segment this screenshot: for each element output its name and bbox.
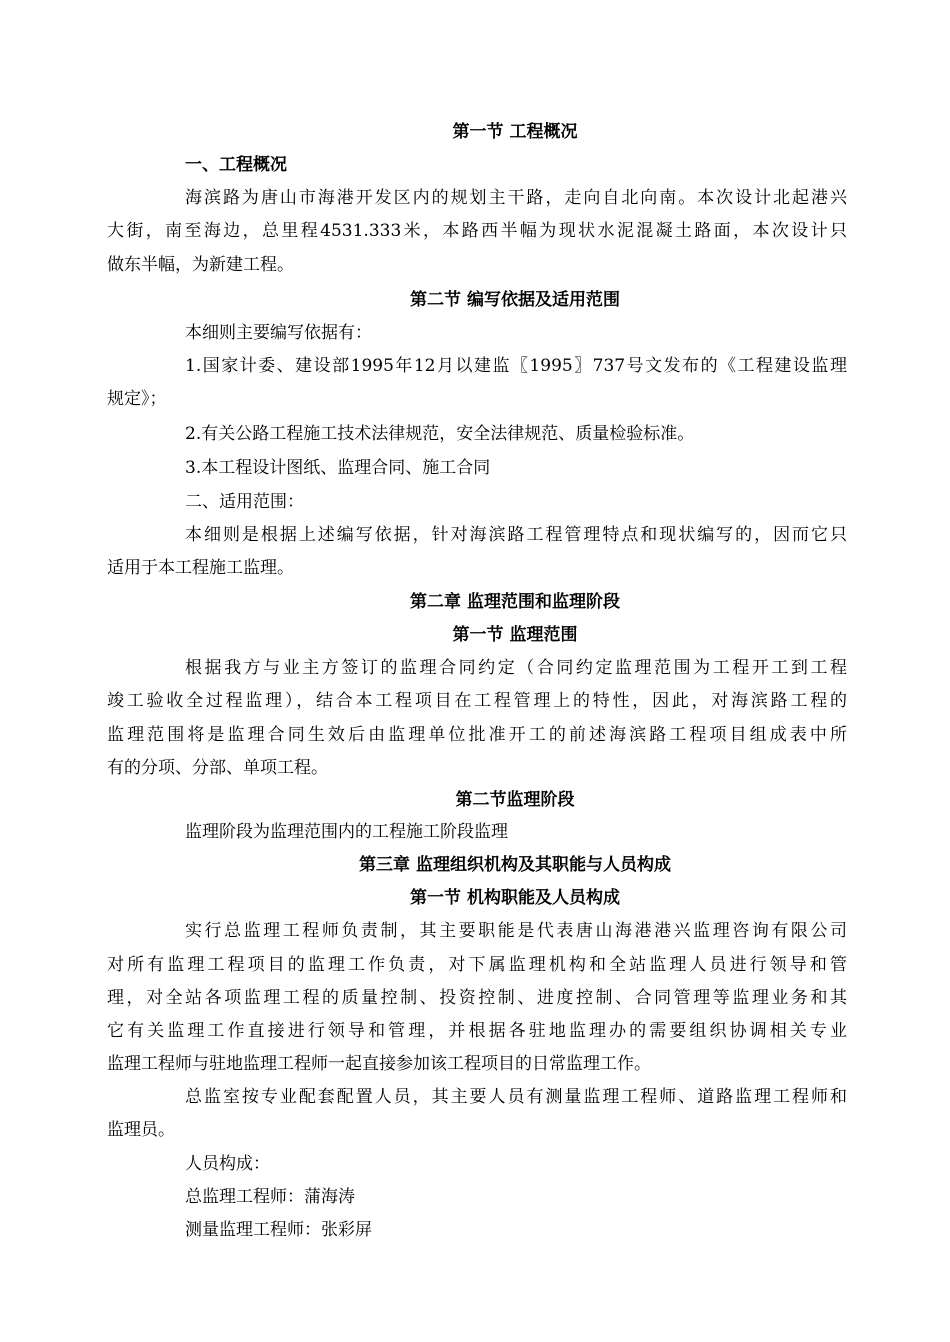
- paragraph-line: 根据我方与业主方签订的监理合同约定（合同约定监理范围为工程开工到工程: [185, 658, 847, 678]
- staff-entry: 测量监理工程师：张彩屏: [185, 1220, 372, 1240]
- subsection-heading: 二、适用范围：: [185, 492, 304, 512]
- list-item: 3.本工程设计图纸、监理合同、施工合同: [185, 458, 491, 478]
- section-heading: 第一节 监理范围: [452, 625, 578, 645]
- paragraph-line: 理，对全站各项监理工程的质量控制、投资控制、进度控制、合同管理等监理业务和其: [107, 988, 847, 1008]
- section-heading: 第二节 编写依据及适用范围: [410, 290, 620, 310]
- paragraph-line: 有的分项、分部、单项工程。: [107, 758, 328, 778]
- list-item-continued: 规定》；: [107, 389, 167, 409]
- paragraph-line: 监理工程师与驻地监理工程师一起直接参加该工程项目的日常监理工作。: [107, 1054, 651, 1074]
- subsection-heading: 一、工程概况: [185, 155, 287, 175]
- paragraph-line: 监理员。: [107, 1120, 175, 1140]
- paragraph-line: 本细则主要编写依据有：: [185, 323, 372, 343]
- paragraph-line: 它有关监理工作直接进行领导和管理，并根据各驻地监理办的需要组织协调相关专业: [107, 1021, 847, 1041]
- list-item: 1.国家计委、建设部1995年12月以建监〖1995〗737号文发布的《工程建设监理: [185, 356, 847, 376]
- staff-entry: 总监理工程师：蒲海涛: [185, 1187, 355, 1207]
- paragraph-line: 海滨路为唐山市海港开发区内的规划主干路，走向自北向南。本次设计北起港兴: [185, 188, 847, 208]
- section-heading: 第一节 工程概况: [452, 122, 578, 142]
- paragraph-line: 适用于本工程施工监理。: [107, 558, 294, 578]
- staff-heading: 人员构成：: [185, 1154, 270, 1174]
- paragraph-line: 竣工验收全过程监理），结合本工程项目在工程管理上的特性，因此，对海滨路工程的: [107, 691, 847, 711]
- section-heading: 第一节 机构职能及人员构成: [410, 888, 620, 908]
- list-item: 2.有关公路工程施工技术法律规范，安全法律规范、质量检验标准。: [185, 424, 695, 444]
- chapter-heading: 第三章 监理组织机构及其职能与人员构成: [359, 855, 671, 875]
- paragraph-line: 监理阶段为监理范围内的工程施工阶段监理: [185, 822, 508, 842]
- paragraph-line: 监理范围将是监理合同生效后由监理单位批准开工的前述海滨路工程项目组成表中所: [107, 725, 847, 745]
- paragraph-line: 做东半幅，为新建工程。: [107, 255, 294, 275]
- section-heading: 第二节监理阶段: [455, 790, 575, 810]
- paragraph-line: 总监室按专业配套配置人员，其主要人员有测量监理工程师、道路监理工程师和: [185, 1087, 847, 1107]
- paragraph-line: 本细则是根据上述编写依据，针对海滨路工程管理特点和现状编写的，因而它只: [185, 525, 847, 545]
- paragraph-line: 实行总监理工程师负责制，其主要职能是代表唐山海港港兴监理咨询有限公司: [185, 921, 847, 941]
- paragraph-line: 对所有监理工程项目的监理工作负责，对下属监理机构和全站监理人员进行领导和管: [107, 955, 847, 975]
- paragraph-line: 大街，南至海边，总里程4531.333米，本路西半幅为现状水泥混凝土路面，本次设计只: [107, 221, 847, 241]
- chapter-heading: 第二章 监理范围和监理阶段: [410, 592, 620, 612]
